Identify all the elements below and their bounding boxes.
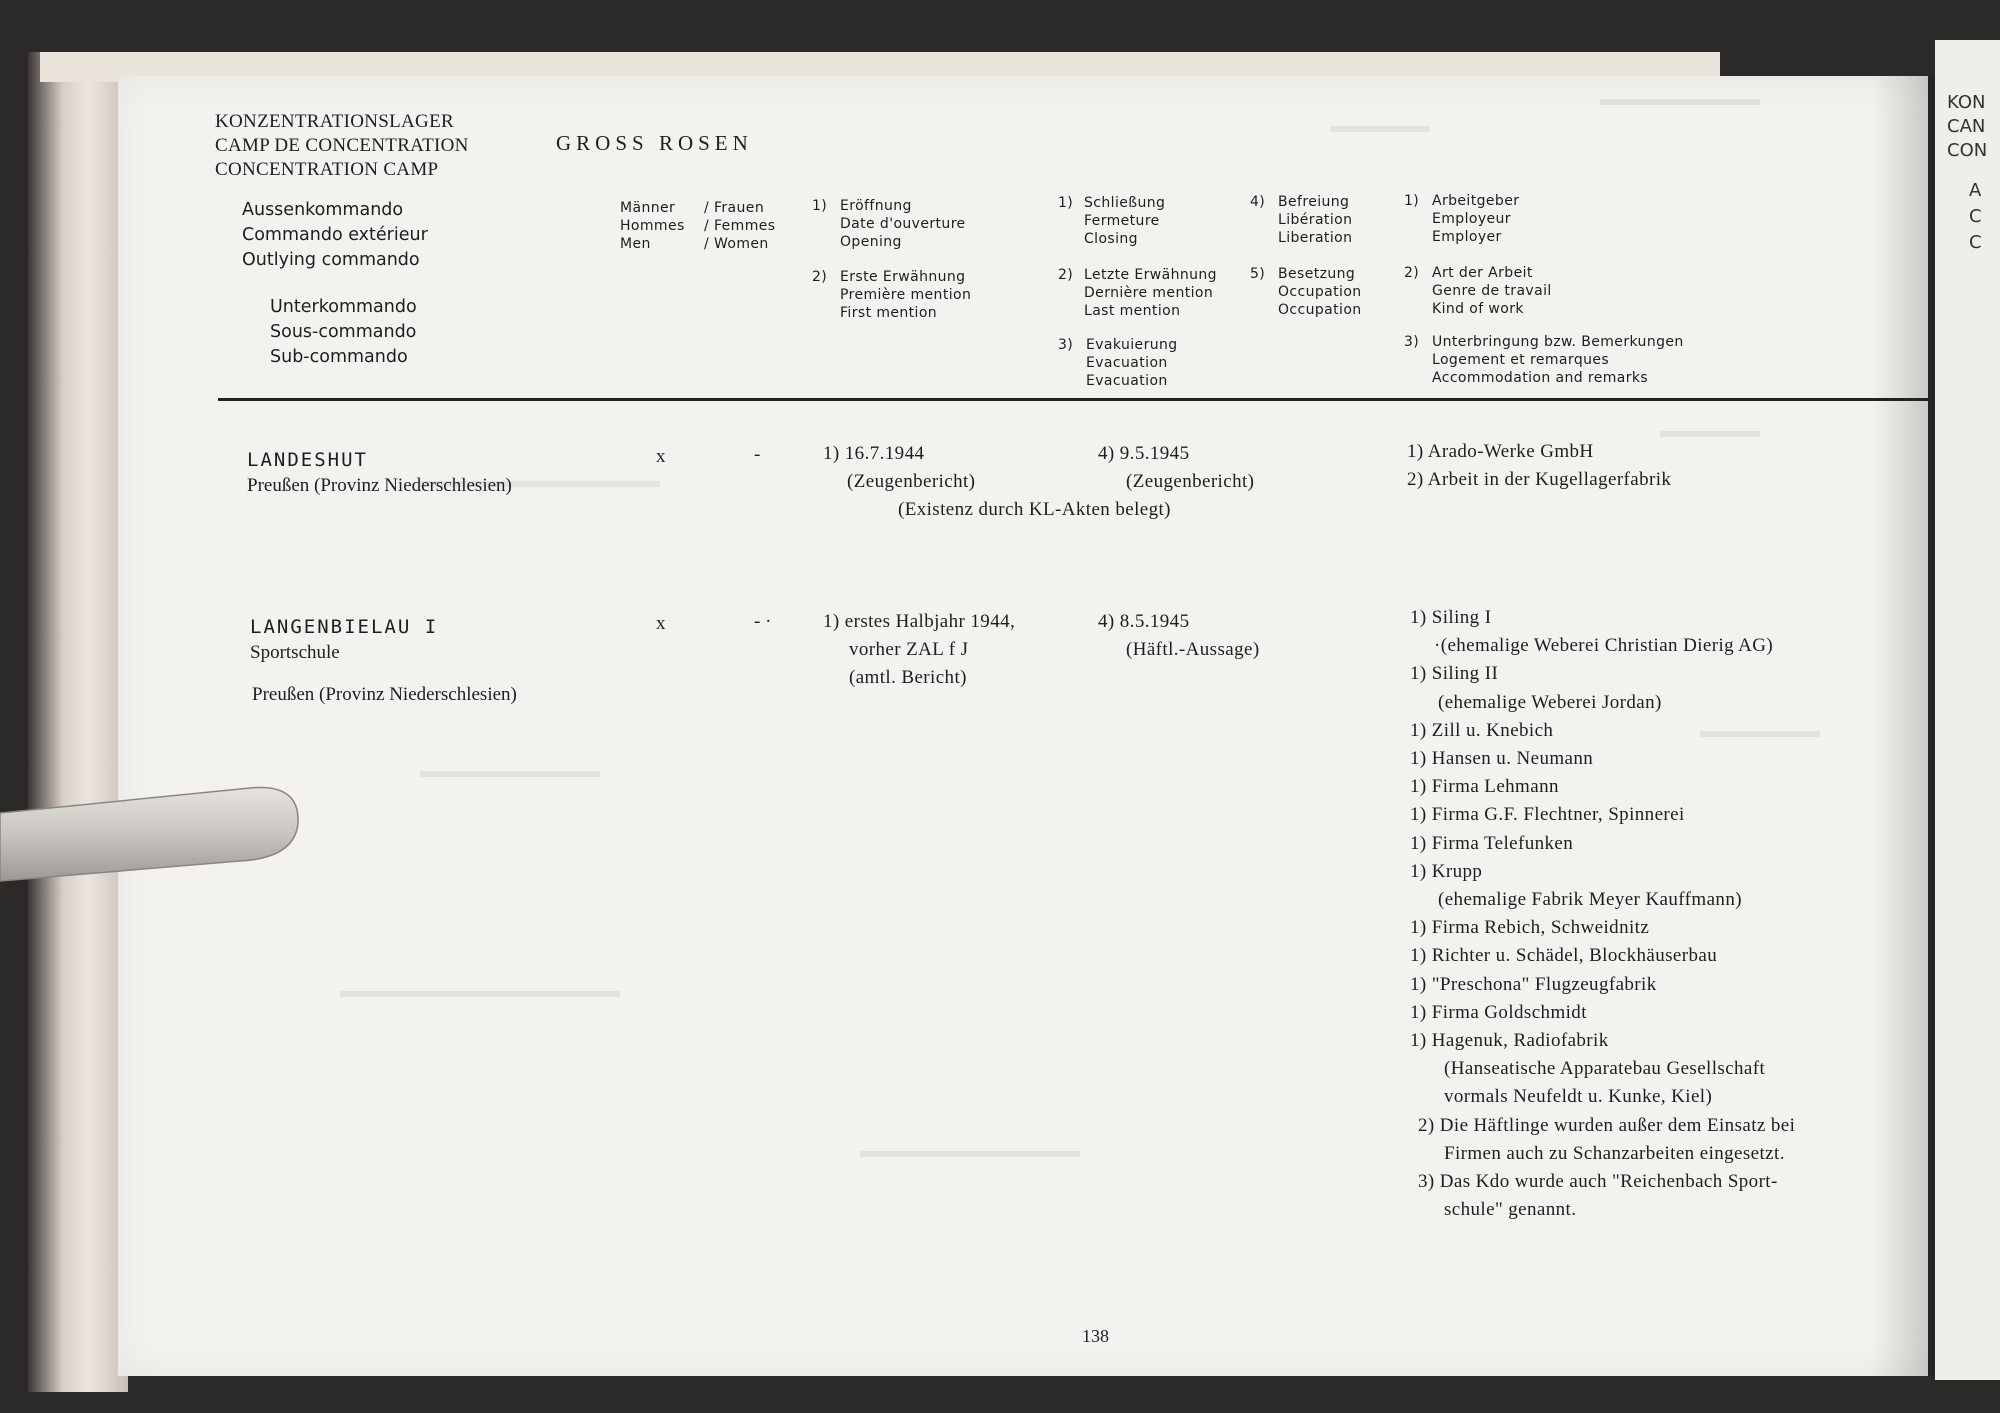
opening-header: Eröffnung Date d'ouverture Opening	[840, 198, 966, 250]
occupation-num: 5)	[1250, 266, 1266, 282]
facing-page-text: C	[1969, 232, 1982, 253]
entry-subtitle: Sportschule	[250, 642, 340, 663]
entry-women-mark: -	[754, 444, 761, 465]
employer-header: Arbeitgeber Employeur Employer	[1432, 193, 1520, 245]
entry-region: Preußen (Provinz Niederschlesien)	[252, 684, 517, 705]
entry-opening: 1) 16.7.1944 (Zeugenbericht)	[823, 443, 976, 493]
closing-num: 1)	[1058, 195, 1074, 211]
evacuation-num: 3)	[1058, 337, 1074, 353]
last-mention-num: 2)	[1058, 267, 1074, 283]
last-mention-header: Letzte Erwähnung Dernière mention Last mention	[1084, 267, 1217, 319]
entry-region: Preußen (Provinz Niederschlesien)	[247, 475, 512, 496]
work-num: 2)	[1404, 265, 1420, 281]
occupation-header: Besetzung Occupation Occupation	[1278, 266, 1362, 318]
facing-page-text: CON	[1947, 140, 1988, 161]
entry-opening: 1) erstes Halbjahr 1944, vorher ZAL f J (amtl. Bericht)	[823, 611, 1016, 689]
work-header: Art der Arbeit Genre de travail Kind of work	[1432, 265, 1552, 317]
entry-liberation: 4) 9.5.1945 (Zeugenbericht)	[1098, 443, 1255, 493]
facing-page-text: CAN	[1947, 116, 1986, 137]
page-number: 138	[1082, 1326, 1109, 1346]
entry-remarks: 1) Siling I ·(ehemalige Weberei Christian Dierig AG) 1) Siling II (ehemalige Weberei Jordan) 1) Zill u. Knebich 1) Hansen u. Neumann 1) Firma Lehmann 1) Firma G.F. Flechtner, Spinnerei 1) Firma Telefunken 1) Krupp (ehemalige Fabrik Meyer Kauffmann) 1) Firma Rebich, Schweidnitz 1) Richter u. Schädel, Blockhäuserbau 1) "Preschona" Flugzeugfabrik 1) Firma Goldschmidt 1) Hagenuk, Radiofabrik (Hanseatische Apparatebau Gesellschaft vormals Neufeldt u. Kunke, Kiel) 2) Die Häftlinge wurden außer dem Einsatz bei Firmen auch zu Schanzarbeiten eingesetzt. 3) Das Kdo wurde auch "Reichenbach Sport- schule" genannt.	[1410, 607, 1796, 1221]
aussenkommando-label: Aussenkommando Commando extérieur Outlying commando	[242, 200, 428, 270]
lager-title: KONZENTRATIONSLAGER CAMP DE CONCENTRATION CONCENTRATION CAMP	[215, 111, 469, 180]
gutter-shadow	[1870, 76, 1940, 1376]
gender-men-header: Männer Hommes Men	[620, 200, 685, 252]
facing-page-fragment	[1935, 40, 2000, 1380]
closing-header: Schließung Fermeture Closing	[1084, 195, 1166, 247]
facing-page-text: A	[1969, 180, 1982, 201]
page-clip	[0, 783, 300, 883]
evacuation-header: Evakuierung Evacuation Evacuation	[1086, 337, 1178, 389]
entry-name: LANGENBIELAU I	[250, 616, 439, 638]
liberation-header: Befreiung Libération Liberation	[1278, 194, 1353, 246]
entry-men-mark: x	[656, 446, 666, 467]
opening-num: 1)	[812, 198, 828, 214]
camp-name: GROSS ROSEN	[556, 131, 753, 155]
facing-page-text: C	[1969, 206, 1982, 227]
entry-name: LANDESHUT	[247, 449, 368, 471]
entry-men-mark: x	[656, 613, 666, 634]
first-mention-header: Erste Erwähnung Première mention First mention	[840, 269, 972, 321]
employer-num: 1)	[1404, 193, 1420, 209]
unterkommando-label: Unterkommando Sous-commando Sub-commando	[270, 297, 417, 367]
entry-women-mark: - ·	[754, 611, 772, 632]
first-mention-num: 2)	[812, 269, 828, 285]
book-page-stack	[28, 52, 128, 1392]
remarks-num: 3)	[1404, 334, 1420, 350]
entry-remarks: 1) Arado-Werke GmbH 2) Arbeit in der Kugellagerfabrik	[1407, 441, 1672, 491]
facing-page-text: KON	[1947, 92, 1986, 113]
entry-existence-note: (Existenz durch KL-Akten belegt)	[898, 499, 1171, 520]
gender-women-header: / Frauen / Femmes / Women	[704, 200, 776, 252]
remarks-header: Unterbringung bzw. Bemerkungen Logement et remarques Accommodation and remarks	[1432, 334, 1684, 386]
liberation-num: 4)	[1250, 194, 1266, 210]
header-rule	[218, 398, 1928, 401]
entry-liberation: 4) 8.5.1945 (Häftl.-Aussage)	[1098, 611, 1260, 661]
